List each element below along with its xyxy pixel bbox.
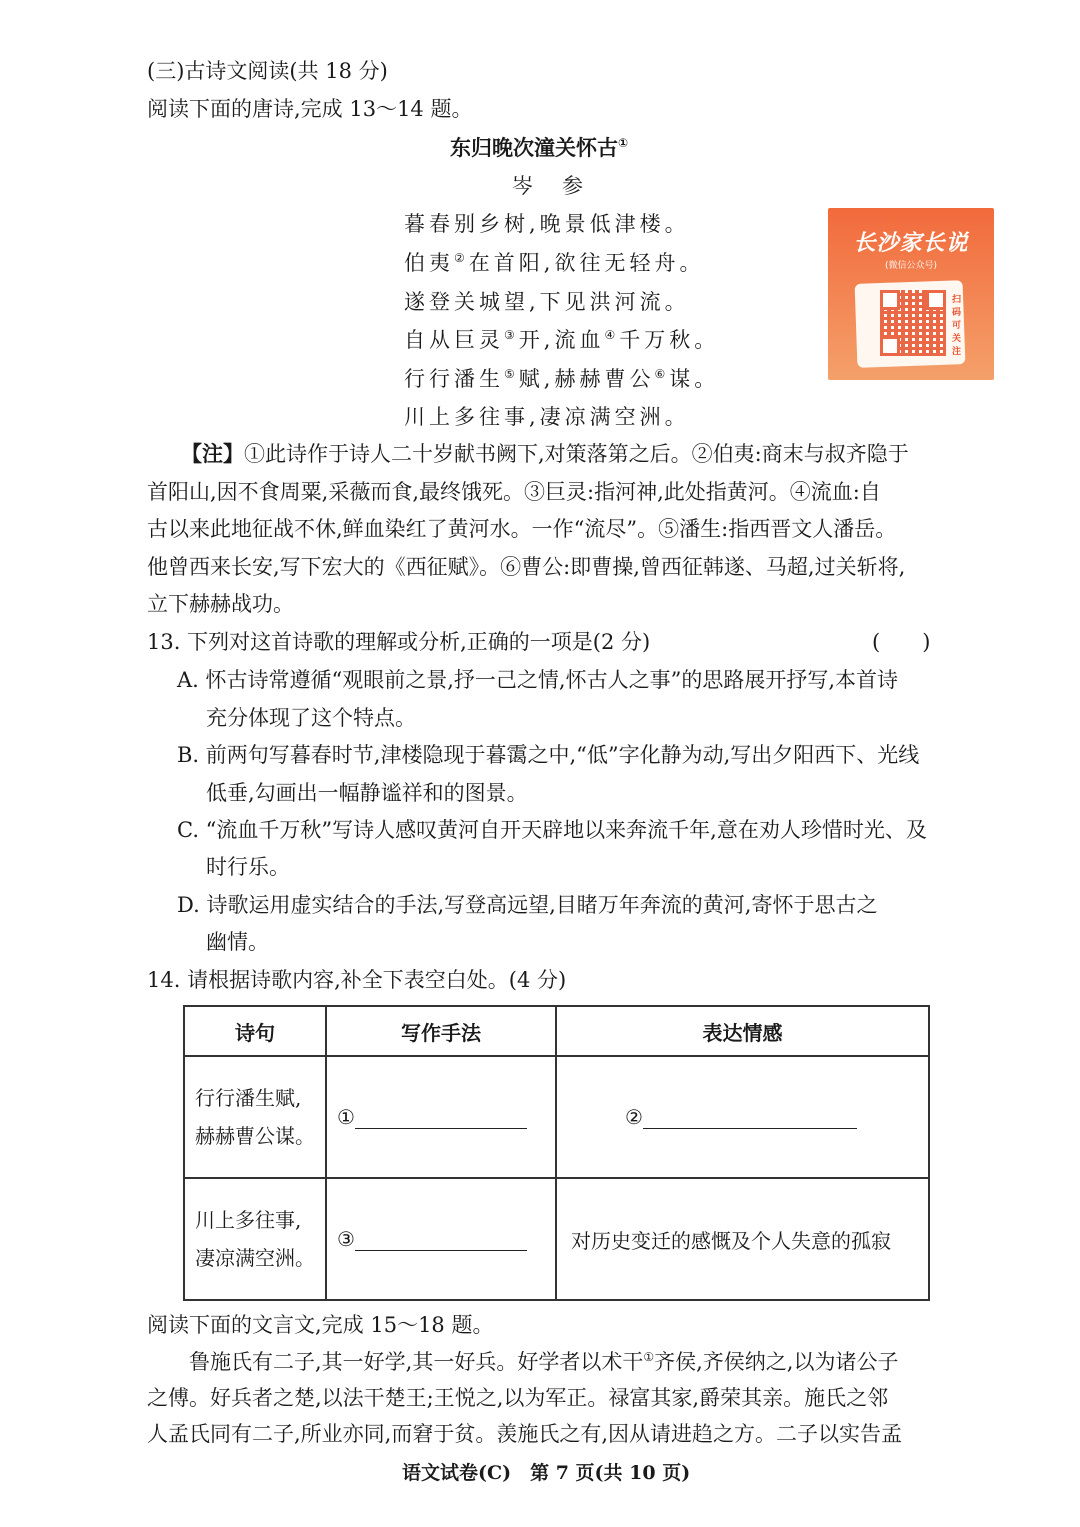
q14-answer-table (183, 1005, 930, 1301)
q13-option-c-cont: 时行乐。 (206, 855, 290, 879)
header-poem-line: 诗句 (184, 1006, 326, 1056)
q13-option-b-cont: 低垂,勾画出一幅静谧祥和的图景。 (206, 781, 528, 805)
note-tag: 【注】 (181, 441, 244, 466)
poem-instruction: 阅读下面的唐诗,完成 13～14 题。 (147, 97, 473, 121)
qr-card-title: 长沙家长说 (853, 231, 969, 256)
note-line: 他曾西来长安,写下宏大的《西征赋》。⑥曹公:即曹操,曾西征韩遂、马超,过关斩将, (147, 555, 906, 579)
table-row (184, 1178, 929, 1300)
blank-marker: ② (625, 1105, 643, 1129)
qr-card-side-text: 扫码可关注 (952, 295, 962, 357)
blank-line[interactable] (643, 1106, 857, 1129)
prose-line: 之傅。好兵者之楚,以法干楚王;王悦之,以为军正。禄富其家,爵荣其亲。施氏之邻 (147, 1386, 889, 1410)
section-heading: (三)古诗文阅读(共 18 分) (147, 59, 388, 83)
poem-line: 自从巨灵③开,流血④千万秋。 (404, 328, 720, 352)
q13-answer-bracket[interactable]: ( ) (872, 630, 931, 654)
page-footer: 语文试卷(C) 第 7 页(共 10 页) (402, 1462, 691, 1484)
qr-card-subtitle: (微信公众号) (884, 261, 938, 271)
poem-title-note: ① (618, 136, 629, 150)
q13-option-d-cont: 幽情。 (206, 930, 269, 954)
q13-option-b[interactable]: B. 前两句写暮春时节,津楼隐现于暮霭之中,“低”字化静为动,写出夕阳西下、光线 (177, 743, 920, 767)
technique-cell[interactable] (326, 1178, 556, 1300)
prose-line: 鲁施氏有二子,其一好学,其一好兵。好学者以术干①齐侯,齐侯纳之,以为诸公子 (189, 1350, 899, 1374)
poem-line: 暮春别乡树,晚景低津楼。 (404, 212, 690, 236)
note-line: 【注】①此诗作于诗人二十岁献书阙下,对策落第之后。②伯夷:商末与叔齐隐于 (181, 441, 909, 466)
poem-cell: 行行潘生赋, 赫赫曹公谋。 (184, 1056, 326, 1178)
prose-instruction: 阅读下面的文言文,完成 15～18 题。 (147, 1313, 494, 1337)
q13-option-d[interactable]: D. 诗歌运用虚实结合的手法,写登高远望,目睹万年奔流的黄河,寄怀于思古之 (177, 893, 878, 917)
note-line: 立下赫赫战功。 (147, 592, 294, 616)
q14-stem: 14. 请根据诗歌内容,补全下表空白处。(4 分) (147, 968, 567, 992)
emotion-cell: 对历史变迁的感慨及个人失意的孤寂 (556, 1178, 929, 1300)
q13-option-c[interactable]: C. “流血千万秋”写诗人感叹黄河自开天辟地以来奔流千年,意在劝人珍惜时光、及 (177, 818, 927, 842)
q13-option-a[interactable]: A. 怀古诗常遵循“观眼前之景,抒一己之情,怀古人之事”的思路展开抒写,本首诗 (177, 668, 899, 692)
poem-title-text: 东归晚次潼关怀古 (450, 136, 618, 160)
blank-line[interactable] (355, 1228, 527, 1251)
poem-line: 川上多往事,凄凉满空洲。 (404, 405, 690, 429)
poem-line: 伯夷②在首阳,欲往无轻舟。 (404, 251, 705, 275)
note-line: 首阳山,因不食周粟,采薇而食,最终饿死。③巨灵:指河神,此处指黄河。④流血:自 (147, 480, 881, 504)
blank-line[interactable] (355, 1106, 527, 1129)
blank-marker: ③ (337, 1227, 355, 1251)
technique-cell[interactable] (326, 1056, 556, 1178)
qr-code-icon (880, 290, 946, 356)
header-emotion: 表达情感 (556, 1006, 929, 1056)
poem-cell: 川上多往事, 凄凉满空洲。 (184, 1178, 326, 1300)
qr-promo-card[interactable] (828, 208, 994, 380)
poem-title (450, 133, 628, 163)
poem-line: 行行潘生⑤赋,赫赫曹公⑥谋。 (404, 367, 720, 391)
q13-option-a-cont: 充分体现了这个特点。 (206, 706, 416, 730)
table-row (184, 1056, 929, 1178)
poem-line: 遂登关城望,下见洪河流。 (404, 290, 690, 314)
note-line: 古以来此地征战不休,鲜血染红了黄河水。一作“流尽”。⑤潘生:指西晋文人潘岳。 (147, 517, 897, 541)
table-header-row (184, 1006, 929, 1056)
blank-marker: ① (337, 1105, 355, 1129)
header-technique: 写作手法 (326, 1006, 556, 1056)
q13-stem: 13. 下列对这首诗歌的理解或分析,正确的一项是(2 分) (147, 630, 651, 654)
emotion-cell[interactable] (556, 1056, 929, 1178)
poem-author: 岑 参 (512, 174, 587, 198)
prose-line: 人孟氏同有二子,所业亦同,而窘于贫。羡施氏之有,因从请进趋之方。二子以实告孟 (147, 1422, 903, 1446)
